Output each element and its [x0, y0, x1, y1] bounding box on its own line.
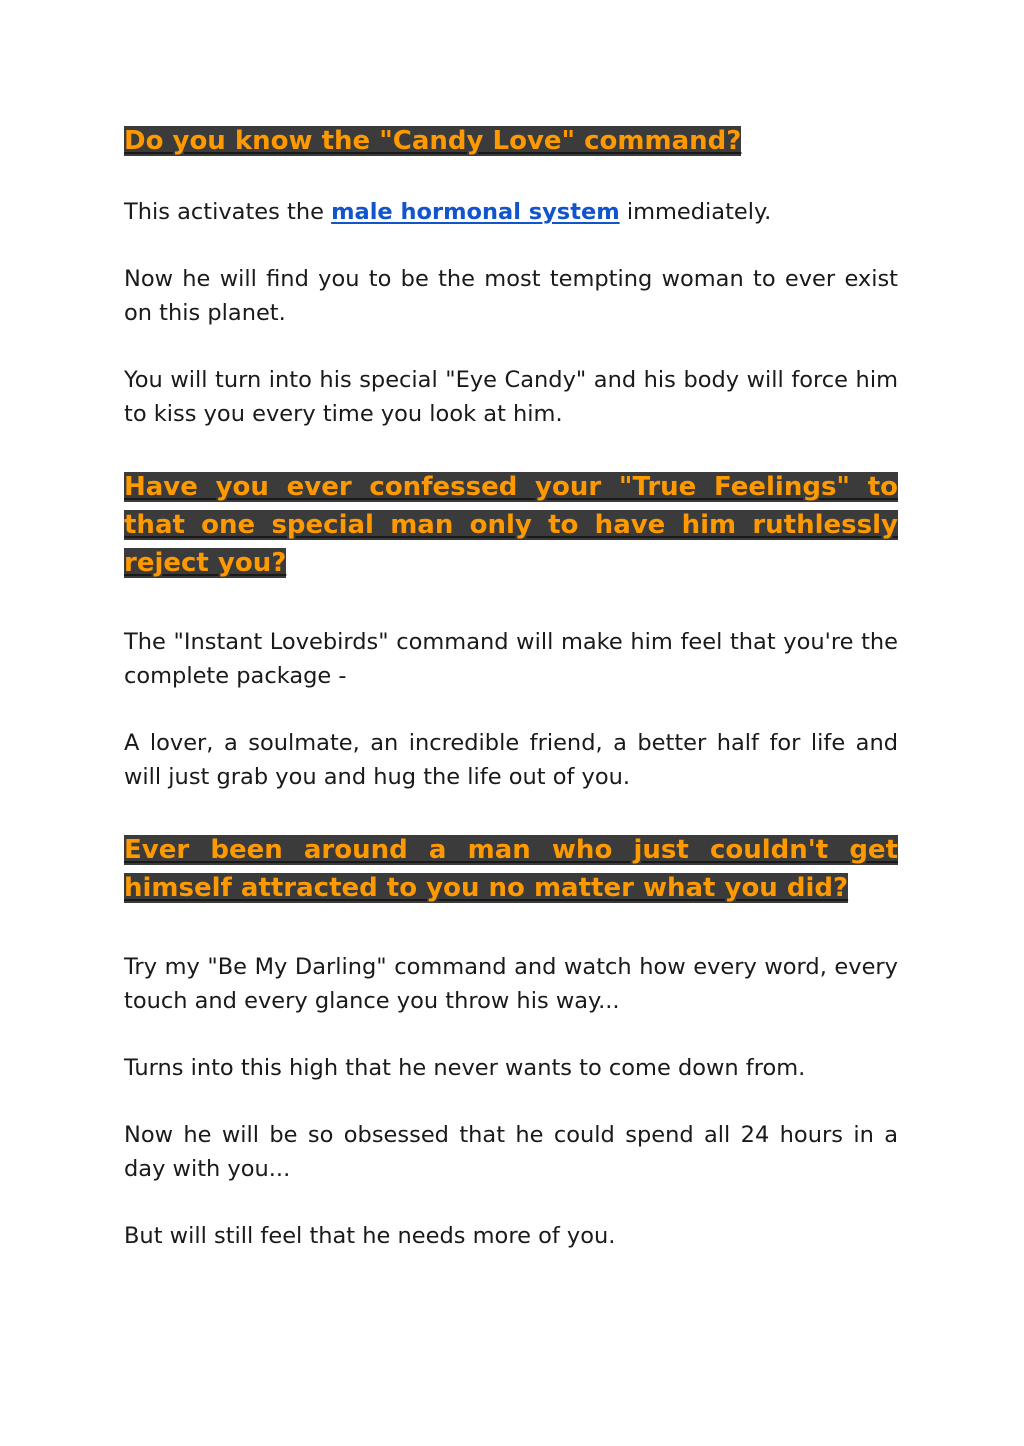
paragraph-instant-lovebirds: The "Instant Lovebirds" command will make him feel that you're the complete package - — [124, 629, 898, 689]
paragraph-obsessed: Now he will be so obsessed that he could spend all 24 hours in a day with you... — [124, 1122, 898, 1182]
heading-candy-love — [124, 122, 898, 160]
male-hormonal-system-link[interactable]: male hormonal system — [331, 199, 620, 225]
paragraph-high: Turns into this high that he never wants to come down from. — [124, 1055, 806, 1081]
paragraph-activates-start: This activates the — [124, 199, 332, 225]
paragraph-be-my-darling: Try my "Be My Darling" command and watch how every word, every touch and every glance you throw his way... — [124, 954, 898, 1014]
document-page — [124, 122, 898, 1253]
heading-true-feelings-text: Have you ever confessed your "True Feelings" to that one special man only to have him ruthlessly reject you? — [124, 472, 898, 578]
heading-never-attracted — [124, 831, 898, 907]
heading-true-feelings — [124, 468, 898, 582]
paragraph-lover-soulmate: A lover, a soulmate, an incredible friend, a better half for life and will just grab you and hug the life out of you. — [124, 730, 898, 790]
paragraph-needs-more: But will still feel that he needs more of you. — [124, 1223, 616, 1249]
paragraph-eye-candy: You will turn into his special "Eye Candy" and his body will force him to kiss you every time you look at him. — [124, 367, 898, 427]
heading-never-attracted-text: Ever been around a man who just couldn't get himself attracted to you no matter what you did? — [124, 835, 898, 903]
heading-candy-love-text: Do you know the "Candy Love" command? — [124, 126, 742, 156]
paragraph-tempting-woman: Now he will find you to be the most tempting woman to ever exist on this planet. — [124, 266, 898, 326]
paragraph-activates — [124, 195, 898, 229]
paragraph-activates-end: immediately. — [619, 199, 772, 225]
